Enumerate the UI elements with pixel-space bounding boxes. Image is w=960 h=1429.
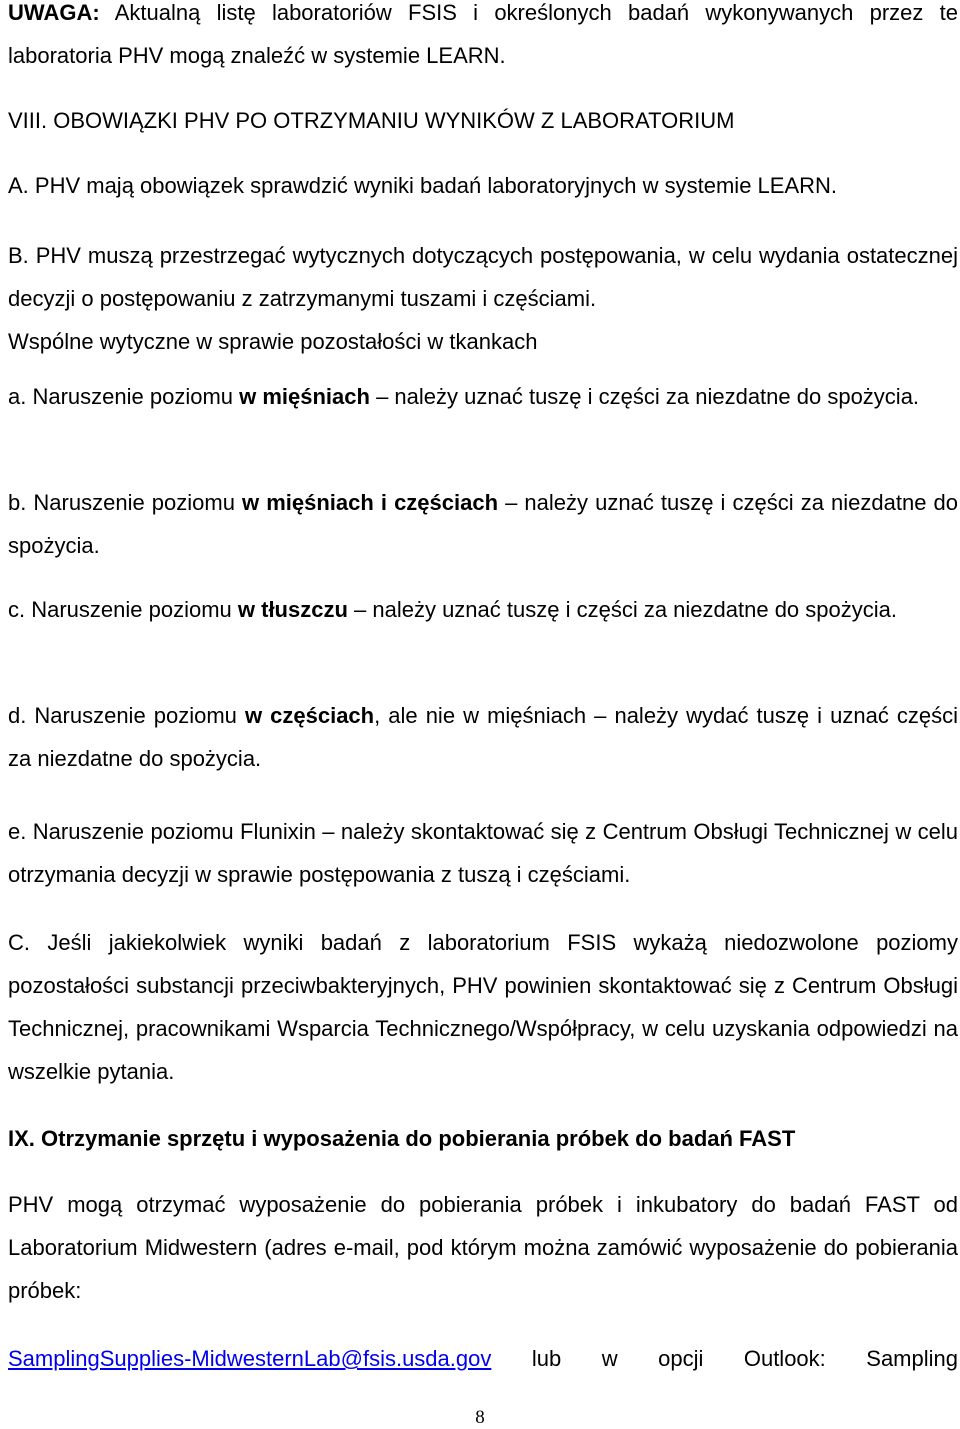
- list-item-c: c. Naruszenie poziomu w tłuszczu – należy uznać tuszę i części za niezdatne do spożycia.: [8, 597, 897, 622]
- email-line: [8, 1337, 958, 1380]
- list-item-d: d. Naruszenie poziomu w częściach, ale nie w mięśniach – należy wydać tuszę i uznać części za niezdatne do spożycia.: [8, 703, 959, 771]
- warning-label: UWAGA:: [8, 0, 100, 25]
- email-line-continuation: lub w opcji Outlook: Sampling: [531, 1346, 958, 1371]
- item-b-paragraph: B. PHV muszą przestrzegać wytycznych dotyczących postępowania, w celu wydania ostatecznej decyzji o postępowaniu z zatrzymanymi tuszami i częściami.: [8, 243, 958, 311]
- list-item-b-bold: w mięśniach i częściach: [242, 490, 499, 515]
- section-9-heading: IX. Otrzymanie sprzętu i wyposażenia do pobierania próbek do badań FAST: [8, 1126, 796, 1151]
- item-a-paragraph: A. PHV mają obowiązek sprawdzić wyniki badań laboratoryjnych w systemie LEARN.: [8, 173, 838, 198]
- sampling-supplies-email-link[interactable]: SamplingSupplies-MidwesternLab@fsis.usda.gov: [8, 1346, 492, 1371]
- warning-text: Aktualną listę laboratoriów FSIS i określonych badań wykonywanych przez te laboratoria PHV mogą znaleźć w systemie LEARN.: [8, 0, 958, 68]
- section-9-paragraph: PHV mogą otrzymać wyposażenie do pobierania próbek i inkubatory do badań FAST od Laboratorium Midwestern (adres e-mail, pod którym można zamówić wyposażenie do pobierania próbek:: [8, 1192, 958, 1303]
- list-item-e: e. Naruszenie poziomu Flunixin – należy skontaktować się z Centrum Obsługi Technicznej w celu otrzymania decyzji w sprawie postępowania z tuszą i częściami.: [8, 819, 958, 887]
- item-c-paragraph: C. Jeśli jakiekolwiek wyniki badań z laboratorium FSIS wykażą niedozwolone poziomy pozostałości substancji przeciwbakteryjnych, PHV powinien skontaktować się z Centrum Obsługi Technicznej, pracownikami Wsparcia Technicznego/Współpracy, w celu uzyskania odpowiedzi na wszelkie pytania.: [8, 930, 958, 1084]
- list-item-d-bold: w częściach: [244, 703, 375, 728]
- residue-guidelines-subheading: Wspólne wytyczne w sprawie pozostałości w tkankach: [8, 329, 538, 354]
- page-number: 8: [475, 1407, 485, 1428]
- warning-paragraph: [8, 0, 958, 77]
- list-item-a-bold: w mięśniach: [239, 384, 370, 409]
- list-item-c-bold: w tłuszczu: [237, 597, 348, 622]
- list-item-a: a. Naruszenie poziomu w mięśniach – należy uznać tuszę i części za niezdatne do spożycia.: [8, 384, 920, 409]
- section-8-heading: VIII. OBOWIĄZKI PHV PO OTRZYMANIU WYNIKÓW Z LABORATORIUM: [8, 108, 735, 133]
- list-item-b: b. Naruszenie poziomu w mięśniach i częściach – należy uznać tuszę i części za niezdatne do spożycia.: [8, 490, 958, 558]
